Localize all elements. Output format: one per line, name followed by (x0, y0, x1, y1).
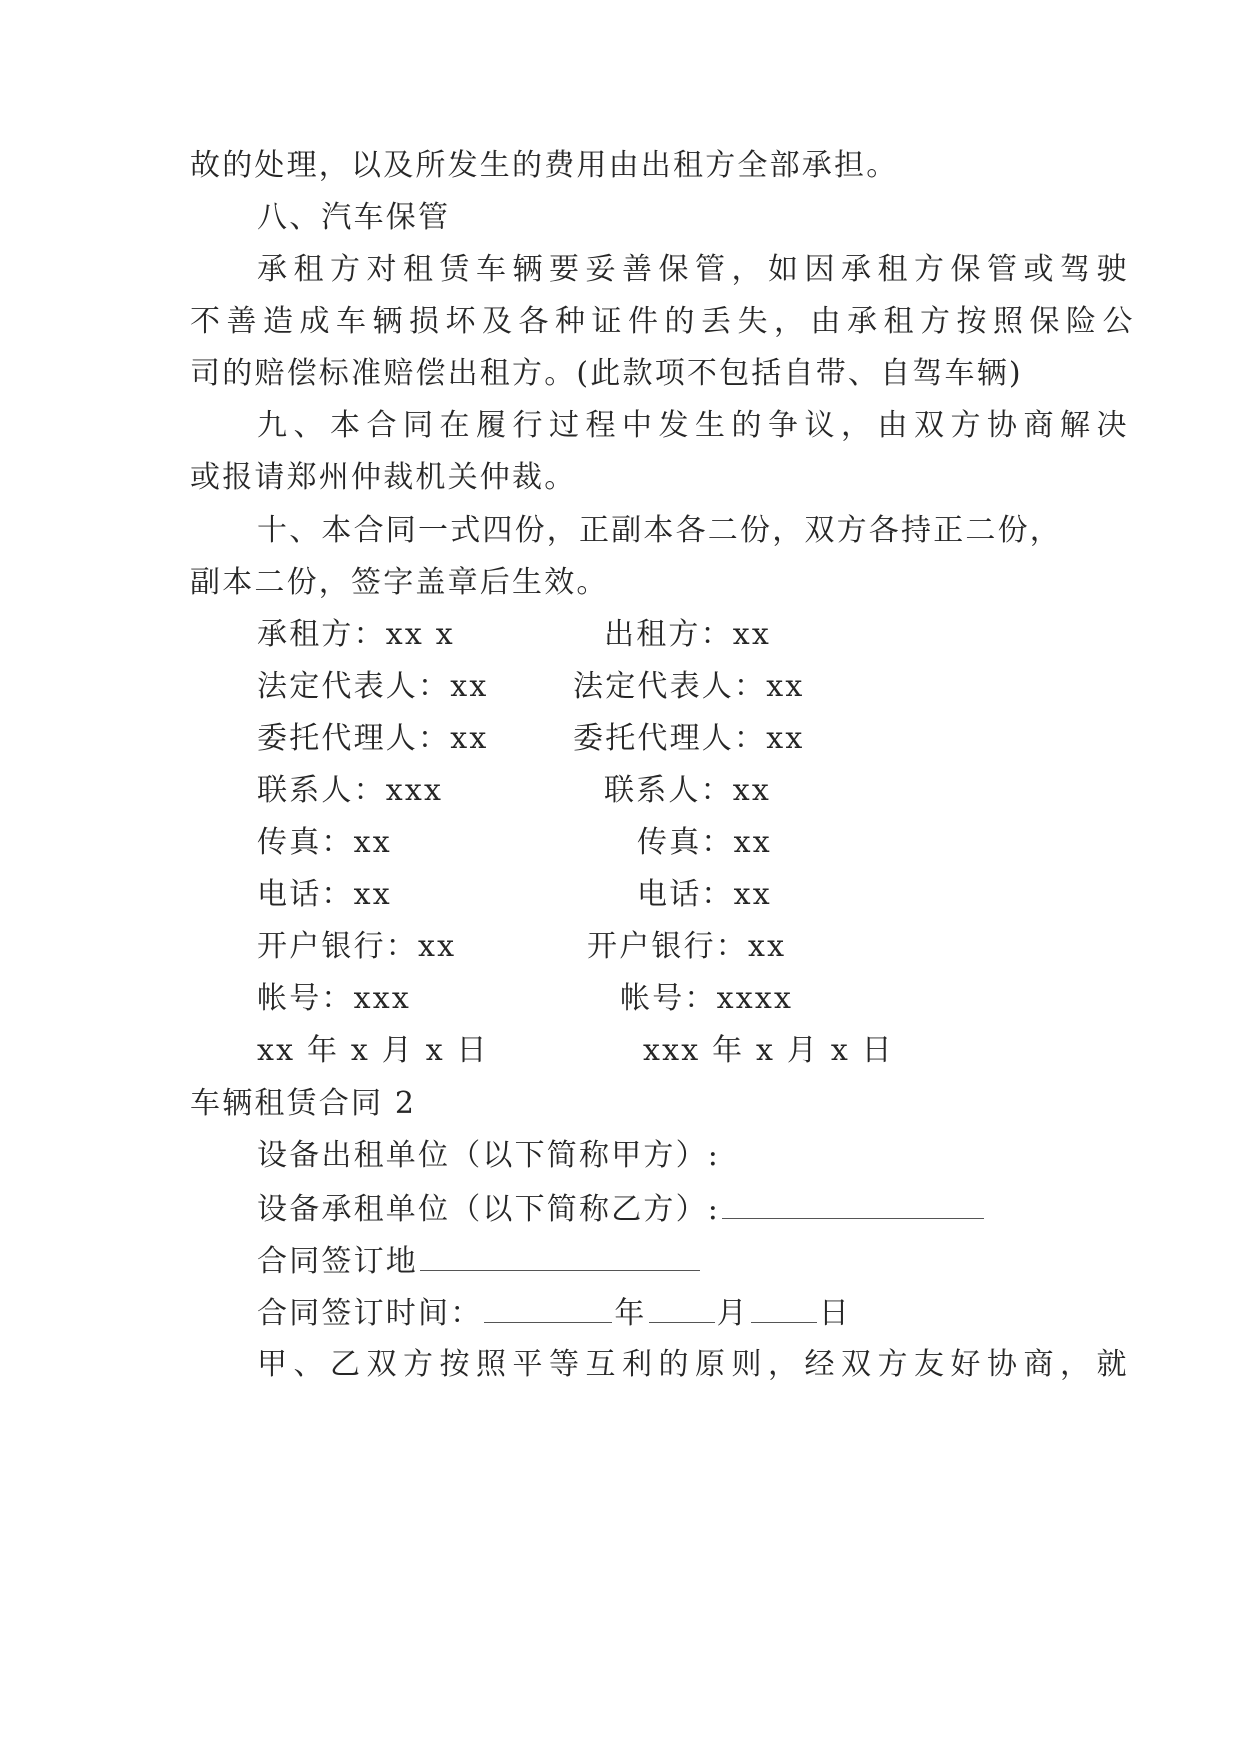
day-char: 日 (818, 1296, 852, 1331)
signature-left: 承租方：xx x (257, 617, 455, 652)
day-blank (751, 1292, 817, 1323)
signature-right: 帐号：xxxx (620, 981, 794, 1016)
paragraph-line: 或报请郑州仲裁机关仲裁。 (190, 460, 577, 495)
sign-place-label: 合同签订地 (257, 1244, 418, 1279)
paragraph-line: 十、本合同一式四份，正副本各二份，双方各持正二份， (257, 513, 1062, 548)
paragraph-line: 不善造成车辆损坏及各种证件的丢失，由承租方按照保险公 (190, 304, 1139, 339)
year-blank (484, 1292, 612, 1323)
signature-right: 开户银行：xx (587, 929, 787, 964)
signature-left: 传真：xx (257, 825, 392, 860)
section-heading: 八、汽车保管 (257, 200, 451, 235)
signature-right: 出租方：xx (604, 617, 772, 652)
contract-title: 车辆租赁合同 2 (190, 1086, 417, 1121)
lessee-row (257, 1188, 986, 1230)
paragraph-line: 司的赔偿标准赔偿出租方。(此款项不包括自带、自驾车辆) (190, 356, 1023, 391)
signature-left: 帐号：xxx (257, 981, 411, 1016)
sign-time-row (257, 1292, 851, 1334)
month-char: 月 (716, 1296, 749, 1331)
month-blank (649, 1292, 715, 1323)
paragraph-line: 甲、乙双方按照平等互利的原则，经双方友好协商，就 (257, 1347, 1133, 1382)
year-char: 年 (614, 1296, 647, 1331)
lessor-label: 设备出租单位（以下简称甲方）: (257, 1138, 721, 1173)
paragraph-line: 承租方对租赁车辆要妥善保管，如因承租方保管或驾驶 (257, 252, 1133, 287)
signature-right: 委托代理人：xx (573, 721, 805, 756)
signature-right: 联系人：xx (604, 773, 772, 808)
lessee-blank (722, 1188, 984, 1219)
signature-date-right: xxx 年 x 月 x 日 (643, 1033, 894, 1068)
signature-left: 电话：xx (257, 877, 392, 912)
signature-right: 传真：xx (637, 825, 772, 860)
lessee-label: 设备承租单位（以下简称乙方）: (257, 1192, 721, 1227)
signature-left: 开户银行：xx (257, 929, 457, 964)
paragraph-line: 故的处理，以及所发生的费用由出租方全部承担。 (190, 148, 899, 183)
sign-place-row (257, 1240, 702, 1282)
signature-right: 法定代表人：xx (573, 669, 805, 704)
sign-place-blank (420, 1240, 700, 1271)
signature-left: 法定代表人：xx (257, 669, 489, 704)
paragraph-line: 九、本合同在履行过程中发生的争议，由双方协商解决 (257, 408, 1133, 443)
signature-left: 委托代理人：xx (257, 721, 489, 756)
signature-date-left: xx 年 x 月 x 日 (257, 1033, 489, 1068)
paragraph-line: 副本二份，签字盖章后生效。 (190, 565, 609, 600)
signature-left: 联系人：xxx (257, 773, 444, 808)
signature-right: 电话：xx (637, 877, 772, 912)
sign-time-label: 合同签订时间： (257, 1296, 483, 1331)
